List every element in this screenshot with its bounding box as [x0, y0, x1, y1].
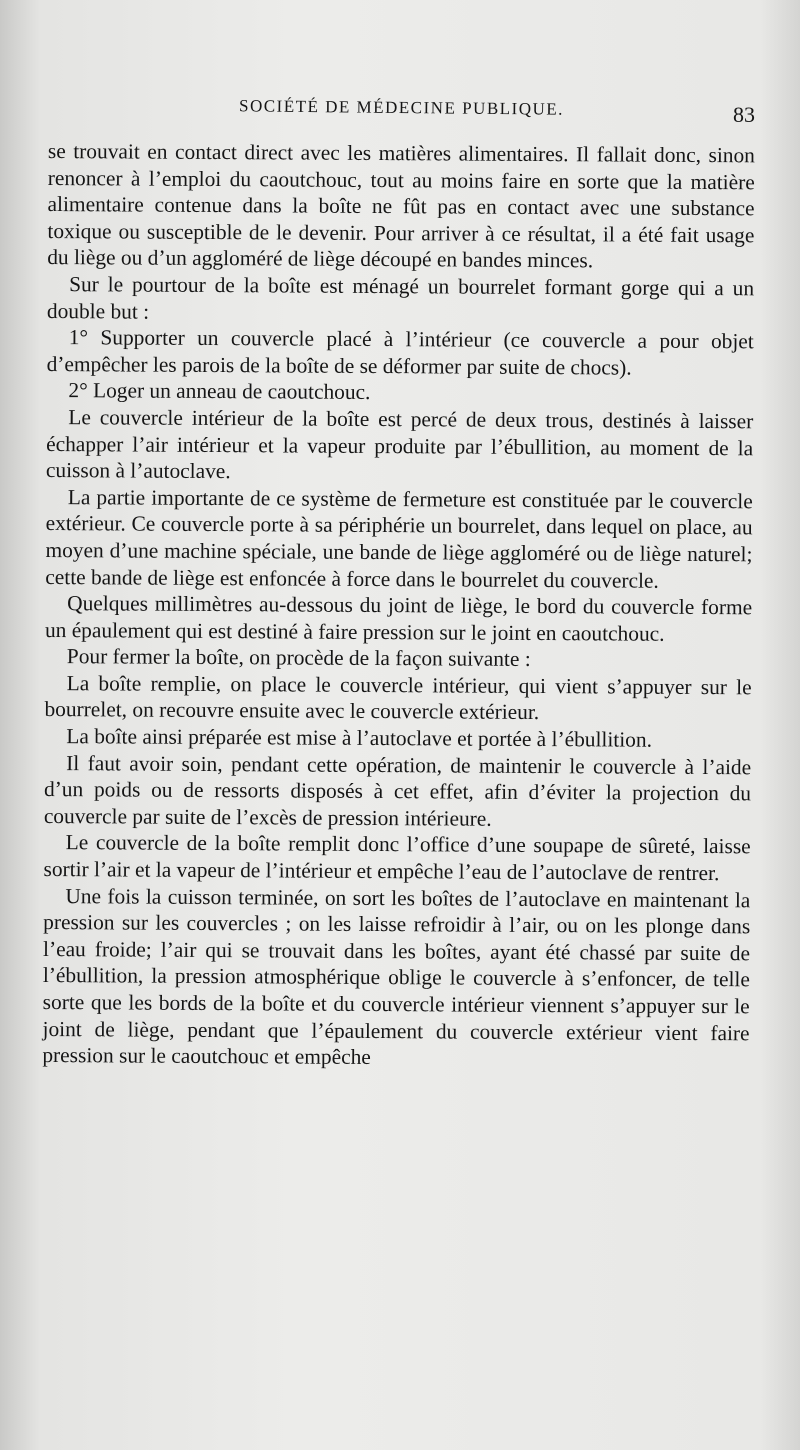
- paragraph-valve: Le couvercle de la boîte remplit donc l’office d’une soupape de sûreté, laisse sortir l’air et la vapeur de l’intérieur et empêche l’eau de l’autoclave de rentrer.: [43, 830, 751, 886]
- running-title: SOCIÉTÉ DE MÉDECINE PUBLIQUE.: [238, 96, 565, 119]
- paragraph-closing-intro: Pour fermer la boîte, on procède de la façon suivante :: [66, 644, 531, 672]
- paragraph-shoulder: Quelques millimètres au-dessous du joint de liège, le bord du couvercle forme un épaulement qui est destiné à faire pression sur le joint en caoutchouc.: [44, 591, 753, 646]
- paragraph-autoclave: La boîte ainsi préparée est mise à l’autoclave et portée à l’ébullition.: [66, 724, 653, 752]
- body-text: [42, 138, 755, 1073]
- paragraph-point-2: 2° Loger un anneau de caoutchouc.: [68, 378, 371, 405]
- paragraph-inner-lid: Le couvercle intérieur de la boîte est percé de deux trous, destinés à laisser échapper l’air intérieur et la vapeur produite par l’ébullition, au moment de la cuisson à l’autoclave.: [45, 405, 754, 484]
- paragraph-outer-lid: La partie importante de ce système de fermeture est constituée par le couvercle extérieur. Ce couvercle porte à sa périphérie un bourrelet, dans lequel on place, au moyen d’une machine spéciale, une bande de liège aggloméré ou de liège naturel; cette bande de liège est enfoncée à force dans le bourrelet du couvercle.: [45, 484, 753, 593]
- paragraph-point-1: 1° Supporter un couvercle placé à l’intérieur (ce couvercle a pour objet d’empêcher les parois de la boîte de se déformer par suite de chocs).: [46, 325, 754, 380]
- paragraph-bourrelet: Sur le pourtour de la boîte est ménagé un bourrelet formant gorge qui a un double but :: [46, 272, 755, 324]
- paragraph-continuation: se trouvait en contact direct avec les matières alimentaires. Il fallait donc, sinon renoncer à l’emploi du caoutchouc, tout au moins faire en sorte que la matière alimentaire contenue dans la boîte ne fût pas en contact avec une substance toxique ou susceptible de le devenir. Pour arriver à ce résultat, il a été fait usage du liège ou d’un aggloméré de liège découpé en bandes minces.: [47, 138, 755, 273]
- paragraph-closing-steps: La boîte remplie, on place le couvercle intérieur, qui vient s’appuyer sur le bourrelet, on recouvre ensuite avec le couvercle extérieur.: [44, 670, 752, 725]
- page-number: 83: [733, 102, 755, 127]
- running-head: [48, 98, 755, 132]
- paragraph-weight: Il faut avoir soin, pendant cette opération, de maintenir le couvercle à l’aide d’un poids ou de ressorts disposés à cet effet, afin d’éviter la projection du couvercle par suite de l’excès de pression intérieure.: [43, 750, 752, 831]
- paragraph-cooling: Une fois la cuisson terminée, on sort les boîtes de l’autoclave en maintenant la pression sur les couvercles ; on les laisse refroidir à l’air, ou on les plonge dans l’eau froide; l’air qui se trouvait dans les boîtes, ayant été chassé par suite de l’ébullition, la pression atmosphérique oblige le couvercle à s’enfoncer, de telle sorte que les bords de la boîte et du couvercle intérieur viennent s’appuyer sur le joint de liège, pendant que l’épaulement du couvercle extérieur vient faire pression sur le caoutchouc et empêche: [42, 883, 751, 1070]
